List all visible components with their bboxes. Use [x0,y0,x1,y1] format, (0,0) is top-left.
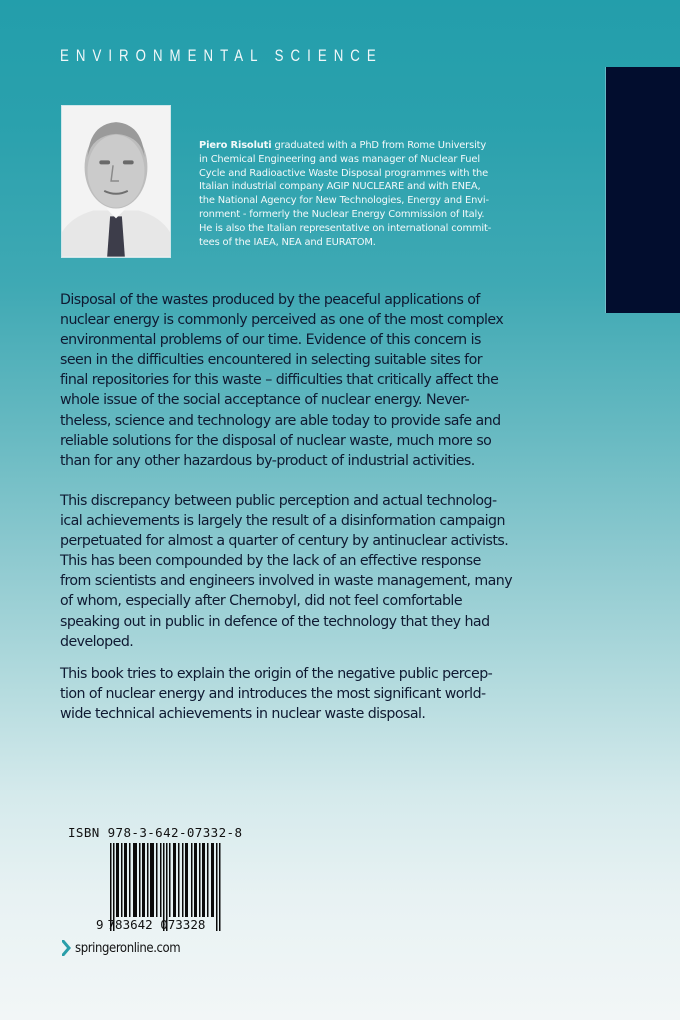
blurb-line: whole issue of the social acceptance of nuclear energy. Never- [60,392,470,409]
blurb-line: This has been compounded by the lack of an effective response [60,553,481,570]
bio-line: Cycle and Radioactive Waste Disposal programmes with the [199,167,489,179]
bio-line: ronment - formerly the Nuclear Energy Commission of Italy. [199,208,485,220]
series-title: ENVIRONMENTAL SCIENCE [60,46,383,65]
blurb-line: This discrepancy between public perception and actual technolog- [60,493,497,509]
bio-line: Piero Risoluti graduated with a PhD from Rome University [199,140,487,151]
blurb-line: final repositories for this waste – difficulties that critically affect the [60,372,499,389]
blurb-line: reliable solutions for the disposal of nuclear waste, much more so [60,432,492,449]
author-name: Piero Risoluti [199,140,272,151]
bio-line: tees of the IAEA, NEA and EURATOM. [199,236,376,248]
bio-line: in Chemical Engineering and was manager of Nuclear Fuel [199,153,480,165]
spine-color-tab [606,67,680,313]
blurb-line: theless, science and technology are able today to provide safe and [60,412,501,429]
blurb-paragraph-3 [60,664,580,724]
blurb-line: than for any other hazardous by-product of industrial activities. [60,452,475,469]
blurb-paragraph-2 [60,491,580,652]
blurb-line: nuclear energy is commonly perceived as one of the most complex [60,312,504,329]
blurb-paragraph-1 [60,290,580,471]
blurb-line: Disposal of the wastes produced by the peaceful applications of [60,292,480,308]
publisher-url: springeronline.com [75,940,181,956]
author-photo [61,105,171,258]
publisher-website-link[interactable] [62,940,180,956]
chevron-right-icon [62,940,71,956]
blurb-line: seen in the difficulties encountered in selecting suitable sites for [60,352,483,369]
blurb-line: wide technical achievements in nuclear waste disposal. [60,706,426,723]
bio-line: the National Agency for New Technologies, Energy and Envi- [199,195,489,207]
isbn-label: ISBN 978-3-642-07332-8 [68,825,243,840]
barcode-number: 783642 073328 [107,917,206,932]
author-bio [199,139,549,249]
blurb-line: ical achievements is largely the result of a disinformation campaign [60,513,505,530]
blurb-line: speaking out in public in defence of the technology that they had [60,613,490,630]
blurb-line: tion of nuclear energy and introduces the most significant world- [60,686,486,703]
blurb-line: from scientists and engineers involved in waste management, many [60,573,513,590]
author-portrait-icon [62,106,170,257]
bio-line: Italian industrial company AGIP NUCLEARE and with ENEA, [199,181,481,193]
barcode-digits [96,917,205,932]
blurb-line: of whom, especially after Chernobyl, did not feel comfortable [60,593,463,610]
bio-line: He is also the Italian representative on international commit- [199,222,492,234]
blurb-line: developed. [60,633,134,650]
barcode-lead-digit: 9 [96,917,104,932]
blurb-line: This book tries to explain the origin of the negative public percep- [60,666,493,682]
blurb-line: perpetuated for almost a quarter of century by antinuclear activists. [60,533,509,550]
blurb-line: environmental problems of our time. Evidence of this concern is [60,332,481,349]
